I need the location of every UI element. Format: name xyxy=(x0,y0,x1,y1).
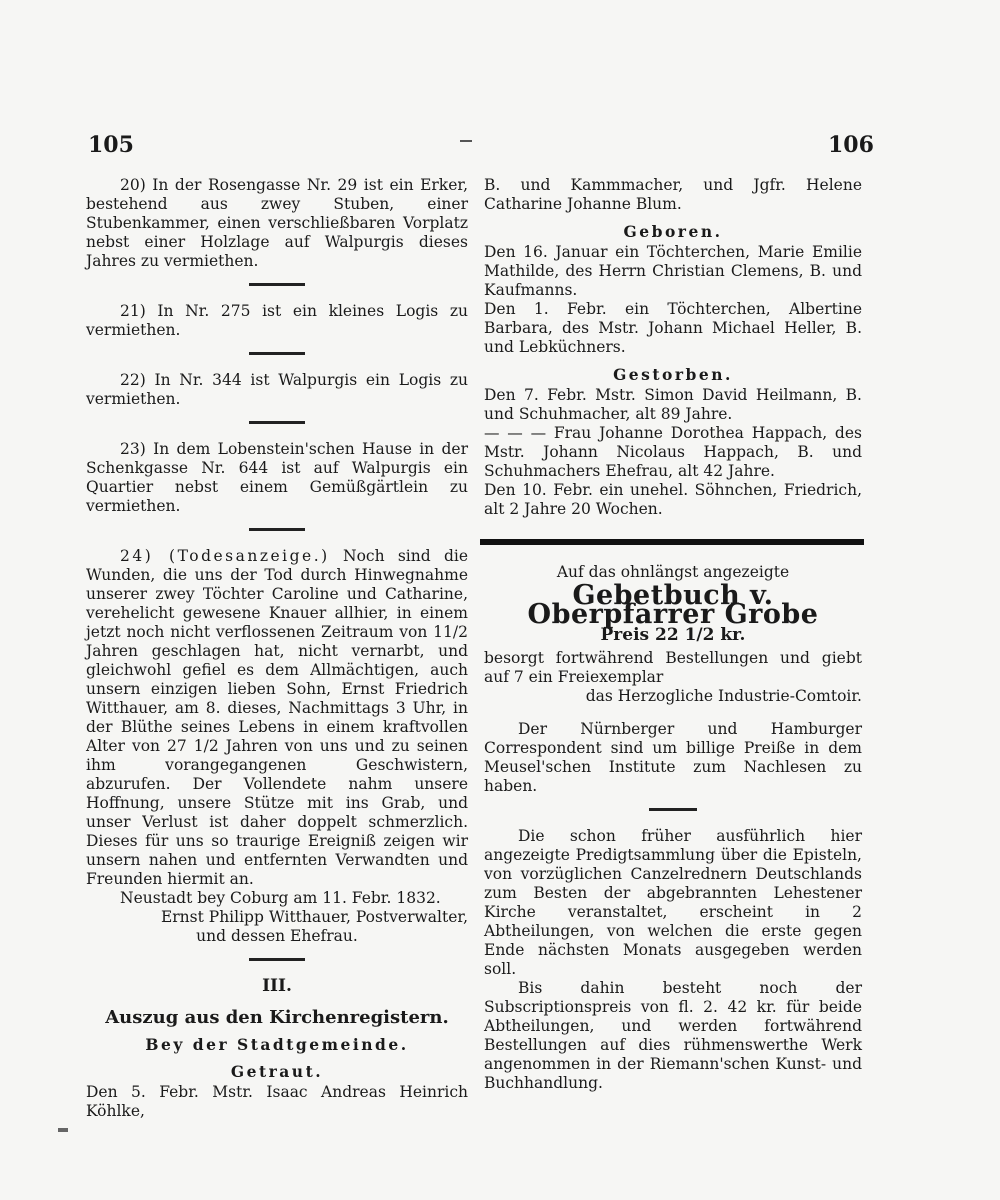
notice-item-21: 21) In Nr. 275 ist ein kleines Logis zu vermiethen. xyxy=(86,302,468,339)
birth-entry: Den 16. Januar ein Töchterchen, Marie Emilie Mathilde, des Herrn Christian Clemens, B. und Kaufmanns. xyxy=(484,243,862,299)
died-heading: Gestorben. xyxy=(613,365,733,384)
notice-item-22: 22) In Nr. 344 ist Walpurgis ein Logis zu vermiethen. xyxy=(86,371,468,408)
separator xyxy=(249,283,305,286)
page-number-right: 106 xyxy=(828,132,874,158)
section-title: Auszug aus den Kirchenregistern. xyxy=(105,1007,449,1028)
married-entry: Den 5. Febr. Mstr. Isaac Andreas Heinrich Köhlke, xyxy=(86,1083,468,1120)
death-notice xyxy=(86,547,468,889)
separator xyxy=(249,958,305,961)
ad-intro: Auf das ohnlängst angezeigte xyxy=(556,563,790,581)
death-entry: Den 10. Febr. ein unehel. Söhnchen, Friedrich, alt 2 Jahre 20 Wochen. xyxy=(484,481,862,518)
birth-entry: Den 1. Febr. ein Töchterchen, Albertine Barbara, des Mstr. Johann Michael Heller, B. und Lebküchners. xyxy=(484,300,862,356)
death-entry: — — — Frau Johanne Dorothea Happach, des Mstr. Johann Nicolaus Happach, B. und Schuhmachers Ehefrau, alt 42 Jahre. xyxy=(484,424,862,480)
separator xyxy=(249,421,305,424)
section-number: III. xyxy=(262,976,292,996)
death-notice-lead: 24) (Todesanzeige.) xyxy=(120,547,330,565)
notice-item-20: 20) In der Rosengasse Nr. 29 ist ein Erker, bestehend aus zwey Stuben, einer Stubenkammer, einen verschließbaren Vorplatz nebst einer Holzlage auf Walpurgis dieses Jahres zu vermiethen. xyxy=(86,176,468,270)
married-entry-continued: B. und Kammmacher, und Jgfr. Helene Catharine Johanne Blum. xyxy=(484,176,862,213)
ad-signature: das Herzogliche Industrie-Comtoir. xyxy=(585,687,862,705)
death-notice-signature: Ernst Philipp Witthauer, Postverwalter, xyxy=(160,908,468,926)
thick-rule xyxy=(480,539,864,545)
right-column xyxy=(484,176,862,1093)
separator xyxy=(249,528,305,531)
ad-title: Gebetbuch v. Oberpfarrer Grobe xyxy=(527,580,819,630)
sermon-notice: Die schon früher ausführlich hier angezeigte Predigtsammlung über die Episteln, von vorzüglichen Canzelrednern Deutschlands zum Besten der abgebrannten Lehestener Kirche veranstaltet, erscheint in 2 Abtheilungen, von welchen die erste gegen Ende nächsten Monats ausgegeben werden soll. xyxy=(484,827,862,978)
death-entry: Den 7. Febr. Mstr. Simon David Heilmann, B. und Schuhmacher, alt 89 Jahre. xyxy=(484,386,862,423)
page-number-left: 105 xyxy=(88,132,134,158)
death-notice-signature-2: und dessen Ehefrau. xyxy=(196,927,358,945)
newspaper-notice: Der Nürnberger und Hamburger Correspondent sind um billige Preiße in dem Meusel'schen Institute zum Nachlesen zu haben. xyxy=(484,720,862,795)
death-notice-body: Noch sind die Wunden, die uns der Tod durch Hinwegnahme unserer zwey Töchter Caroline und Catharine, verehelicht gewesene Knauer allhier, in einem jetzt noch nicht verflossenen Zeitraum von 11/2 Jahren geschlagen hat, nicht vernarbt, und gleichwohl gefiel es dem Allmächtigen, auch unsern einzigen lieben Sohn, Ernst Friedrich Witthauer, am 8. dieses, Nachmittags 3 Uhr, in der Blüthe seines Lebens in einem kraftvollen Alter von 27 1/2 Jahren von uns und zu seinen ihm vorangegangenen Geschwistern, abzurufen. Der Vollendete nahm unsere Hoffnung, unsere Stütze mit ins Grab, und unser Verlust ist daher doppelt schmerzlich. Dieses für uns so traurige Ereigniß zeigen wir unsern nahen und entfernten Verwandten und Freunden hiermit an. xyxy=(86,547,469,888)
separator xyxy=(249,352,305,355)
scan-edge-mark xyxy=(58,1128,68,1132)
header-dash xyxy=(460,140,472,142)
born-heading: Geboren. xyxy=(623,222,723,241)
notice-item-23: 23) In dem Lobenstein'schen Hause in der Schenkgasse Nr. 644 ist auf Walpurgis ein Quartier nebst einem Gemüßgärtlein zu vermiethen. xyxy=(86,440,468,515)
sermon-notice-continued: Bis dahin besteht noch der Subscriptionspreis von fl. 2. 42 kr. für beide Abtheilungen, und werden fortwährend Bestellungen auf dies rühmenswerthe Werk angenommen in der Riemann'schen Kunst- und Buchhandlung. xyxy=(484,979,862,1092)
ad-price: Preis 22 1/2 kr. xyxy=(600,625,746,645)
ad-body: besorgt fortwährend Bestellungen und giebt auf 7 ein Freiexemplar xyxy=(484,649,862,686)
left-column xyxy=(86,176,468,1121)
separator xyxy=(649,808,697,811)
parish-heading: Bey der Stadtgemeinde. xyxy=(145,1035,409,1054)
married-heading: Getraut. xyxy=(230,1062,324,1081)
death-notice-place: Neustadt bey Coburg am 11. Febr. 1832. xyxy=(120,889,441,907)
